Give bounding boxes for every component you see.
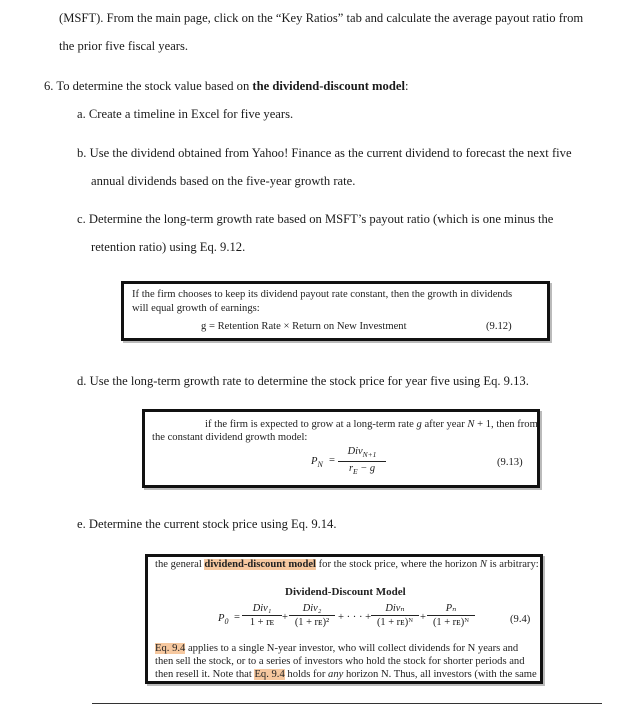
term-3-denominator: (1 + rᴇ)ᴺ (376, 617, 414, 628)
plus-1: + (282, 612, 288, 623)
excerpt-9-4-line-1-c: is arbitrary: (486, 559, 539, 570)
numerator-div: Div (347, 446, 363, 457)
equation-9-4-equals: = (234, 612, 240, 623)
term-4-denominator: (1 + rᴇ)ᴺ (432, 617, 470, 628)
excerpt-eq-9-13 (142, 409, 540, 488)
step-6-intro-end: : (404, 79, 409, 93)
excerpt-9-4-para-line-1 (155, 643, 518, 654)
denominator-rest: − g (357, 463, 376, 475)
excerpt-9-4-line-1 (155, 559, 539, 570)
para-line-3-a: then resell it. Note that (155, 669, 255, 680)
lhs-symbol: P (218, 613, 225, 624)
fraction-denominator (338, 463, 386, 477)
fraction-bar (338, 461, 386, 462)
step-6b-letter: b. (77, 146, 87, 160)
excerpt-9-4-para-line-3 (155, 669, 537, 680)
excerpt-9-13-line-1-b: after year (421, 419, 468, 430)
step-6c-line-2: retention ratio) using Eq. 9.12. (91, 240, 246, 254)
excerpt-9-12-line-1: If the firm chooses to keep its dividend payout rate constant, then the growth in dividends (132, 289, 513, 300)
step-6e-text: Determine the current stock price using Eq. 9.14. (88, 517, 337, 531)
term-1-numerator: Div₁ (252, 603, 272, 614)
step-6-intro-bold: the dividend-discount model (252, 79, 405, 93)
excerpt-9-13-line-1-n: N (467, 419, 475, 430)
step-6c-line-1: Determine the long-term growth rate based on MSFT’s payout ratio (which is one minus the (88, 212, 554, 226)
step-6b (77, 146, 572, 161)
para-line-1-text: applies to a single N-year investor, who will collect dividends for N years and (185, 643, 519, 654)
lhs-symbol: P (311, 456, 318, 467)
equation-number-9-12: (9.12) (486, 321, 512, 332)
term-2-numerator: Div₂ (302, 603, 322, 614)
continuation-line-2: the prior five fiscal years. (59, 39, 189, 53)
step-6d-text: Use the long-term growth rate to determine the stock price for year five using Eq. 9.13. (89, 374, 529, 388)
excerpt-9-4-line-1-n: N (479, 559, 487, 570)
step-6-number: 6. (44, 79, 54, 93)
excerpt-9-13-line-1 (205, 419, 538, 430)
highlight-eq-9-4-second: Eq. 9.4 (254, 669, 285, 680)
fraction-numerator (338, 446, 386, 460)
step-6-intro: To determine the stock value based on (56, 79, 253, 93)
term-1-fraction (242, 603, 282, 628)
term-3-numerator: Divₙ (385, 603, 405, 614)
para-line-3-b: holds for (284, 669, 329, 680)
excerpt-9-13-line-1-a: if the firm is expected to grow at a long-term rate (205, 419, 417, 430)
step-6b-line-2: annual dividends based on the five-year growth rate. (91, 174, 356, 188)
step-6b-line-1: Use the dividend obtained from Yahoo! Finance as the current dividend to forecast the next five (89, 146, 572, 160)
denominator-subscript: E (353, 467, 358, 477)
step-6 (44, 79, 408, 94)
equation-9-12: g = Retention Rate × Return on New Investment (201, 321, 407, 332)
term-2-fraction (289, 603, 335, 628)
equation-9-4-lhs (218, 613, 228, 626)
numerator-subscript: N+1 (362, 450, 377, 460)
lhs-subscript: 0 (224, 617, 229, 627)
step-6a-letter: a. (77, 107, 86, 121)
continuation-line-1: (MSFT). From the main page, click on the “Key Ratios” tab and calculate the average payout ratio from (59, 11, 584, 25)
term-4-numerator: Pₙ (445, 603, 457, 614)
excerpt-9-13-line-2: the constant dividend growth model: (152, 432, 308, 443)
step-6e (77, 517, 337, 532)
highlight-eq-9-4-first: Eq. 9.4 (155, 643, 186, 654)
lhs-subscript: N (317, 460, 323, 470)
term-3-fraction (371, 603, 419, 628)
ellipsis-terms: + · · · + (338, 612, 372, 623)
bottom-divider (92, 703, 602, 704)
plus-2: + (420, 612, 426, 623)
highlight-dividend-discount-model: dividend-discount model (204, 559, 316, 570)
equation-9-13-equals: = (329, 455, 335, 466)
equation-number-9-4: (9.4) (510, 614, 531, 625)
excerpt-9-4-line-1-b: for the stock price, where the horizon (315, 559, 480, 570)
term-2-denominator: (1 + rᴇ)² (294, 617, 330, 628)
excerpt-9-12-line-2: will equal growth of earnings: (132, 303, 260, 314)
term-4-fraction (427, 603, 475, 628)
para-line-3-c: horizon N. Thus, all investors (with the same (343, 669, 537, 680)
term-2-bar (289, 615, 335, 616)
para-line-3-any: any (328, 669, 344, 680)
step-6e-letter: e. (77, 517, 86, 531)
dividend-discount-model-heading: Dividend-Discount Model (285, 586, 406, 598)
step-6a-text: Create a timeline in Excel for five years. (88, 107, 294, 121)
term-1-denominator: 1 + rᴇ (249, 617, 275, 628)
step-6c-letter: c. (77, 212, 86, 226)
term-4-bar (427, 615, 475, 616)
term-3-bar (371, 615, 419, 616)
excerpt-9-13-line-1-g: g (416, 419, 422, 430)
equation-9-13-lhs (311, 456, 323, 469)
step-6d-letter: d. (77, 374, 87, 388)
step-6c (77, 212, 553, 227)
excerpt-9-4-line-1-a: the general (155, 559, 205, 570)
denominator-r: r (348, 463, 354, 475)
excerpt-eq-9-12 (121, 281, 550, 341)
excerpt-9-4-para-line-2: then sell the stock, or to a series of investors who hold the stock for shorter periods and (155, 656, 525, 667)
step-6d (77, 374, 529, 389)
excerpt-eq-9-4 (145, 554, 543, 684)
equation-9-13-fraction (338, 446, 386, 477)
equation-number-9-13: (9.13) (497, 457, 523, 468)
step-6a (77, 107, 293, 122)
excerpt-9-13-line-1-c: + 1, then from (474, 419, 538, 430)
term-1-bar (242, 615, 282, 616)
